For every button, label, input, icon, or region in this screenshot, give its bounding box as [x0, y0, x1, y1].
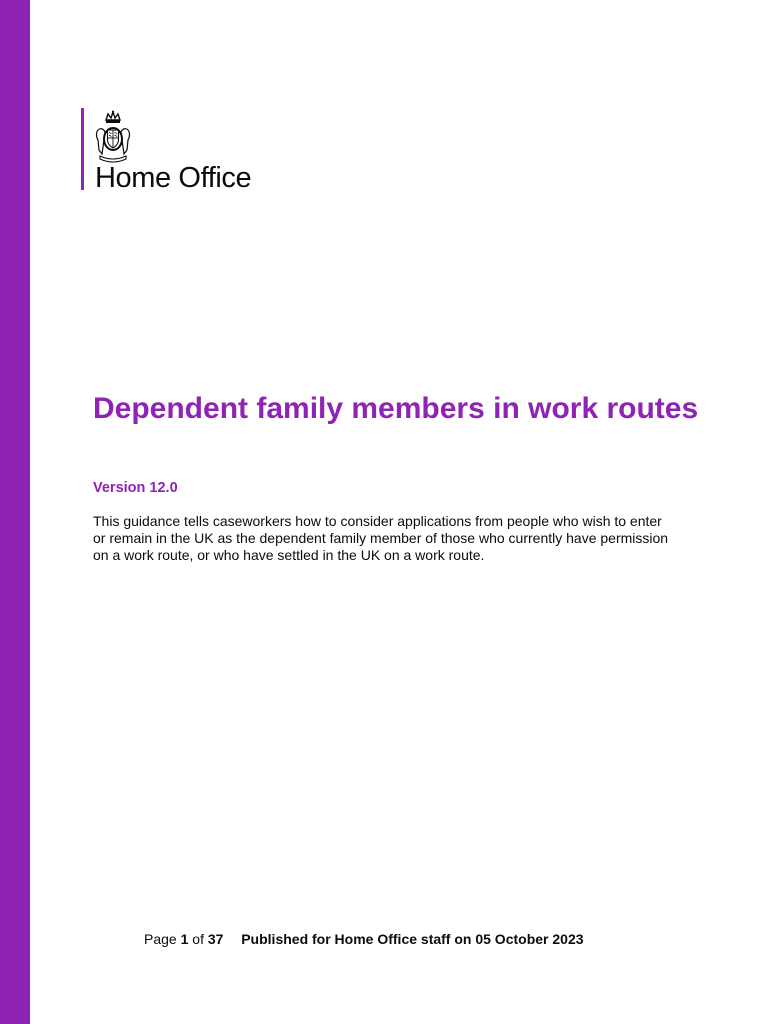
- footer-page-total: 37: [207, 931, 224, 947]
- royal-coat-of-arms-icon: [95, 110, 131, 164]
- footer-published-note: Published for Home Office staff on 05 October 2023: [241, 931, 584, 947]
- document-title: Dependent family members in work routes: [93, 392, 699, 425]
- logo-wordmark: Home Office: [95, 162, 252, 194]
- document-version: Version 12.0: [93, 480, 178, 496]
- logo-divider-line: [81, 108, 84, 190]
- document-summary: This guidance tells caseworkers how to consider applications from people who wish to enter or remain in the UK as the dependent family member of those who currently have permission on a work route, or who have settled in the UK on a work route.: [93, 513, 669, 563]
- footer-page-word: Page: [144, 931, 177, 947]
- footer-page-current: 1: [180, 931, 189, 947]
- side-accent-bar: [0, 0, 30, 1024]
- home-office-logo: [81, 108, 281, 193]
- page-footer: [144, 931, 584, 947]
- footer-of-word: of: [192, 931, 204, 947]
